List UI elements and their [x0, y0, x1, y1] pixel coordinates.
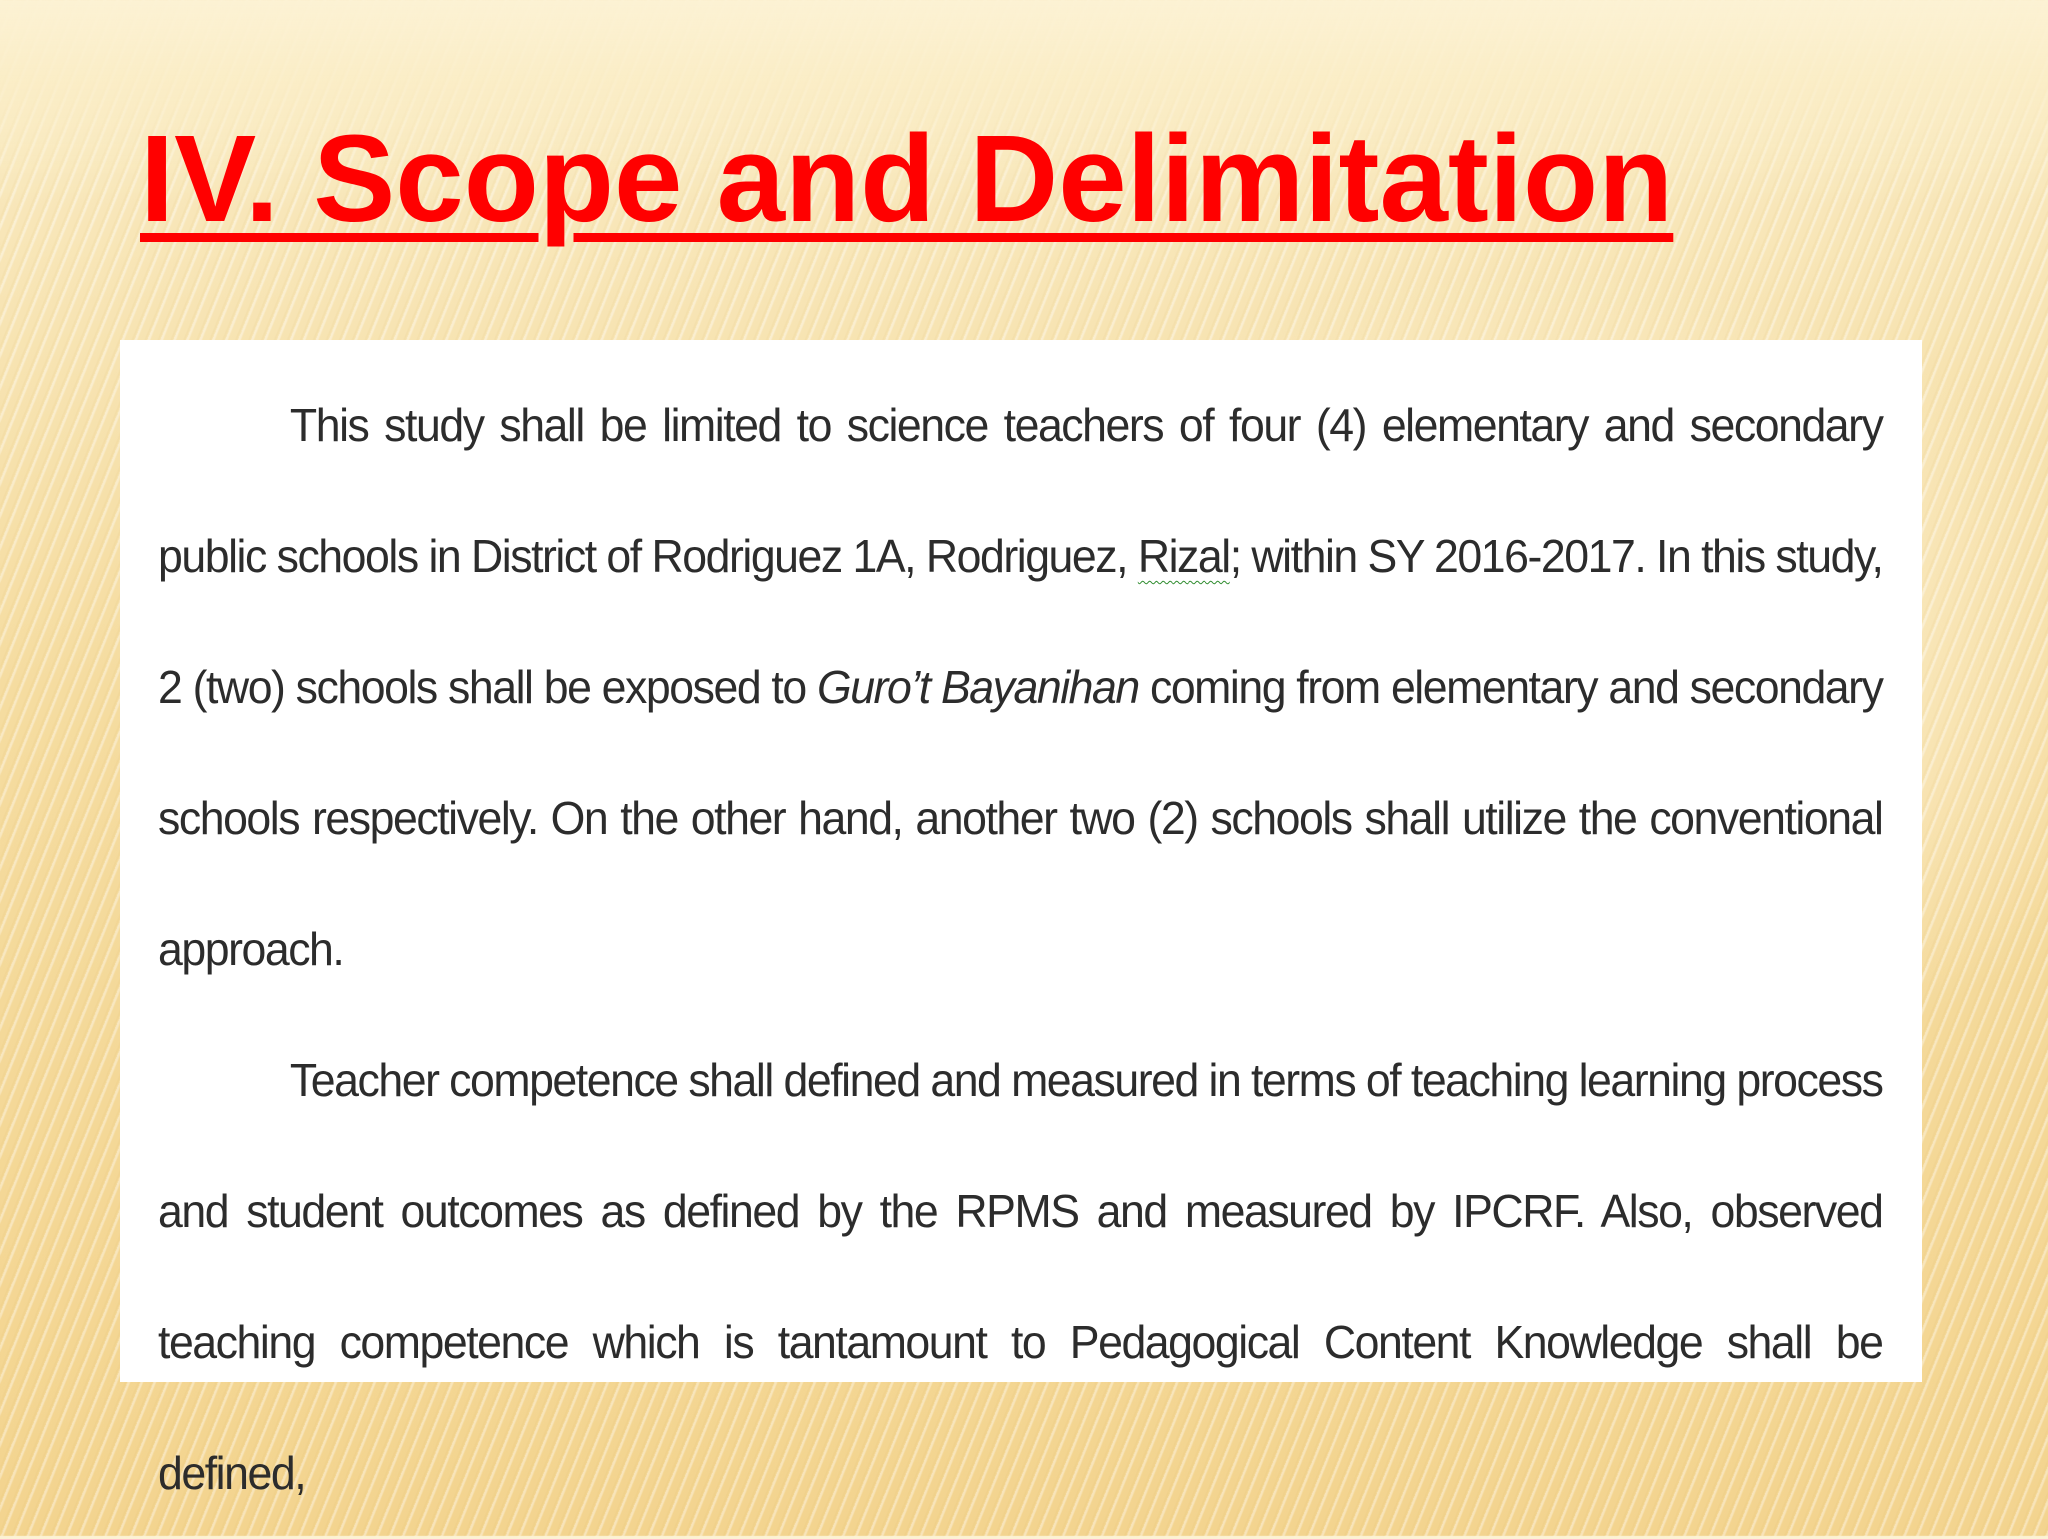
paragraph-scope-text-1: This study shall be limited to science teachers of four (4) elementary and secondary public schools in District of Rodriguez 1A, Rodriguez, [158, 399, 1883, 582]
italic-program-name: Guro’t Bayanihan [816, 661, 1139, 713]
paragraph-scope [158, 360, 1882, 1015]
slide-title: IV. Scope and Delimitation [140, 111, 1674, 248]
document-excerpt [120, 340, 1922, 1499]
spellcheck-flagged-word: Rizal [1137, 530, 1230, 582]
paragraph-competence: Teacher competence shall defined and measured in terms of teaching learning process and student outcomes as defined by the RPMS and measured by IPCRF. Also, observed teaching competence which is tantamount to Pedagogical Content Knowledge shall be defined, [158, 1054, 1883, 1499]
paragraph-scope-text-2: ; within SY 2016-2017. In this study, 2 (two) schools shall be exposed to [158, 530, 1883, 713]
paragraph-scope-text-3: coming from elementary and secondary schools respectively. On the other hand, another two (2) schools shall utilize the conventional approach. [158, 661, 1883, 975]
